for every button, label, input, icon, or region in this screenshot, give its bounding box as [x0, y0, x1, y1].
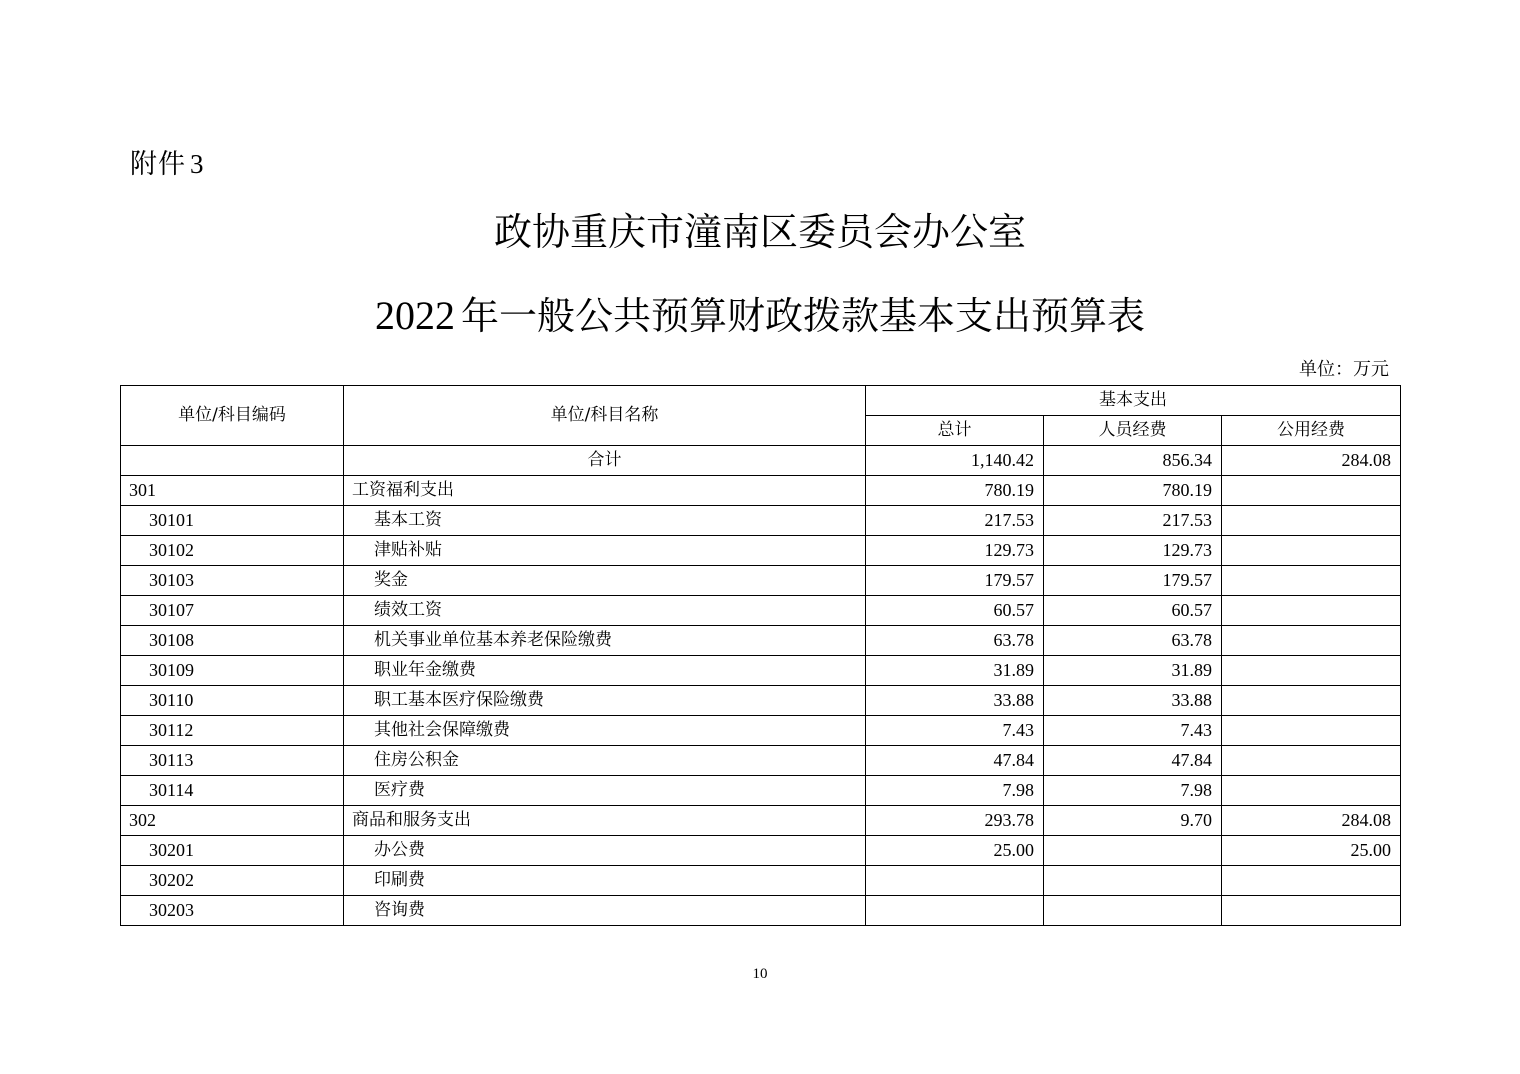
attachment-number: 3 [190, 149, 205, 179]
cell-personnel: 33.88 [1044, 686, 1222, 716]
document-title-line1: 政协重庆市潼南区委员会办公室 [493, 210, 1026, 254]
cell-total: 7.43 [866, 716, 1044, 746]
header-total: 总计 [866, 416, 1044, 446]
cell-name: 职工基本医疗保险缴费 [344, 686, 866, 716]
cell-personnel: 129.73 [1044, 536, 1222, 566]
cell-code: 30102 [121, 536, 344, 566]
cell-public [1222, 626, 1401, 656]
cell-name: 机关事业单位基本养老保险缴费 [344, 626, 866, 656]
attachment-text: 附件 [130, 149, 186, 180]
table-total-row [121, 446, 1401, 476]
cell-total [866, 896, 1044, 926]
page-number: 10 [752, 966, 768, 982]
budget-table-body [121, 386, 1401, 926]
table-row [121, 866, 1401, 896]
header-code: 单位/科目编码 [121, 386, 344, 446]
cell-total: 60.57 [866, 596, 1044, 626]
table-row [121, 776, 1401, 806]
cell-code: 30114 [121, 776, 344, 806]
cell-name: 合计 [344, 446, 866, 476]
cell-name: 职业年金缴费 [344, 656, 866, 686]
cell-code: 30107 [121, 596, 344, 626]
cell-total: 217.53 [866, 506, 1044, 536]
cell-personnel: 47.84 [1044, 746, 1222, 776]
cell-public [1222, 776, 1401, 806]
document-title-year: 2022 [374, 293, 455, 338]
cell-name: 绩效工资 [344, 596, 866, 626]
cell-code [121, 446, 344, 476]
table-row [121, 476, 1401, 506]
header-personnel: 人员经费 [1044, 416, 1222, 446]
cell-public [1222, 866, 1401, 896]
cell-name: 基本工资 [344, 506, 866, 536]
header-basic-expenditure: 基本支出 [866, 386, 1401, 416]
cell-code: 30202 [121, 866, 344, 896]
table-row [121, 686, 1401, 716]
cell-code: 30201 [121, 836, 344, 866]
cell-personnel: 31.89 [1044, 656, 1222, 686]
table-row [121, 596, 1401, 626]
cell-code: 30113 [121, 746, 344, 776]
cell-total: 63.78 [866, 626, 1044, 656]
cell-code: 30110 [121, 686, 344, 716]
cell-public [1222, 596, 1401, 626]
table-row [121, 836, 1401, 866]
cell-public [1222, 566, 1401, 596]
cell-public [1222, 536, 1401, 566]
cell-public [1222, 896, 1401, 926]
cell-name: 印刷费 [344, 866, 866, 896]
cell-personnel: 60.57 [1044, 596, 1222, 626]
document-title-line2 [0, 290, 1520, 342]
cell-personnel: 63.78 [1044, 626, 1222, 656]
cell-total: 7.98 [866, 776, 1044, 806]
cell-code: 30203 [121, 896, 344, 926]
cell-total: 293.78 [866, 806, 1044, 836]
cell-personnel: 9.70 [1044, 806, 1222, 836]
cell-personnel [1044, 896, 1222, 926]
table-row [121, 566, 1401, 596]
cell-personnel: 7.98 [1044, 776, 1222, 806]
table-row [121, 506, 1401, 536]
document-title-text: 年一般公共预算财政拨款基本支出预算表 [460, 294, 1145, 338]
cell-name: 商品和服务支出 [344, 806, 866, 836]
cell-total: 179.57 [866, 566, 1044, 596]
cell-public: 284.08 [1222, 806, 1401, 836]
cell-code: 30101 [121, 506, 344, 536]
table-row [121, 746, 1401, 776]
table-header-row-1 [121, 386, 1401, 416]
table-row [121, 716, 1401, 746]
cell-name: 其他社会保障缴费 [344, 716, 866, 746]
unit-label: 单位：万元 [1299, 359, 1389, 380]
cell-personnel: 856.34 [1044, 446, 1222, 476]
table-row [121, 626, 1401, 656]
cell-code: 30103 [121, 566, 344, 596]
cell-public [1222, 686, 1401, 716]
cell-public [1222, 656, 1401, 686]
cell-total: 47.84 [866, 746, 1044, 776]
cell-public: 25.00 [1222, 836, 1401, 866]
table-row [121, 806, 1401, 836]
cell-name: 办公费 [344, 836, 866, 866]
cell-name: 咨询费 [344, 896, 866, 926]
cell-personnel: 179.57 [1044, 566, 1222, 596]
cell-code: 30112 [121, 716, 344, 746]
cell-public [1222, 506, 1401, 536]
table-row [121, 536, 1401, 566]
cell-total: 33.88 [866, 686, 1044, 716]
cell-personnel [1044, 836, 1222, 866]
header-name: 单位/科目名称 [344, 386, 866, 446]
cell-total: 31.89 [866, 656, 1044, 686]
cell-public [1222, 746, 1401, 776]
cell-personnel [1044, 866, 1222, 896]
cell-public: 284.08 [1222, 446, 1401, 476]
cell-public [1222, 716, 1401, 746]
cell-name: 医疗费 [344, 776, 866, 806]
cell-name: 津贴补贴 [344, 536, 866, 566]
cell-personnel: 780.19 [1044, 476, 1222, 506]
cell-personnel: 7.43 [1044, 716, 1222, 746]
cell-total: 1,140.42 [866, 446, 1044, 476]
cell-total: 780.19 [866, 476, 1044, 506]
cell-name: 奖金 [344, 566, 866, 596]
header-public: 公用经费 [1222, 416, 1401, 446]
cell-code: 302 [121, 806, 344, 836]
table-row [121, 656, 1401, 686]
cell-total: 25.00 [866, 836, 1044, 866]
attachment-label [130, 142, 205, 181]
table-row [121, 896, 1401, 926]
cell-public [1222, 476, 1401, 506]
cell-personnel: 217.53 [1044, 506, 1222, 536]
cell-total [866, 866, 1044, 896]
budget-table [120, 385, 1401, 926]
cell-name: 工资福利支出 [344, 476, 866, 506]
cell-name: 住房公积金 [344, 746, 866, 776]
cell-code: 30109 [121, 656, 344, 686]
cell-code: 301 [121, 476, 344, 506]
cell-code: 30108 [121, 626, 344, 656]
cell-total: 129.73 [866, 536, 1044, 566]
